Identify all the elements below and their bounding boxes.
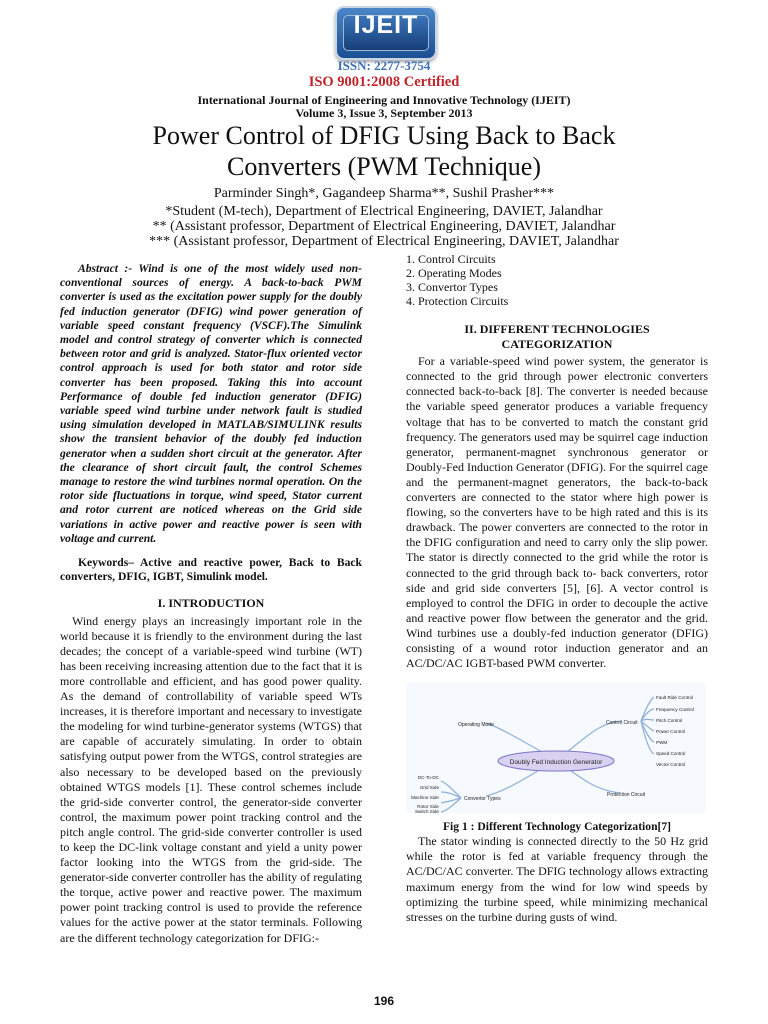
mindmap-convertor-item: Rotor Side — [417, 804, 439, 810]
affiliation-3: *** (Assistant professor, Department of Electrical Engineering, DAVIET, Jalandhar — [149, 234, 619, 249]
mindmap-convertor-item: Grid Side — [419, 785, 439, 791]
list-item: 3. Convertor Types — [406, 280, 498, 294]
abstract: Abstract :- Wind is one of the most widely used non-conventional sources of energy. A back-to-back PWM converter is used as the excitation power supply for the doubly fed induction generator (DFIG) wind power generation of variable speed constant frequency (VSCF).The Simulink model and control strategy of converter which is connected between rotor and grid is analyzed. Stator-flux oriented vector control approach is used for both stator and rotor side converter has been proposed. Taking this into account Performance of double fed induction generator (DFIG) variable speed wind turbine under network fault is studied using simulation developed in MATLAB/SIMULINK results show the transient behavior of the doubly fed induction generator when a sudden short circuit at the generator. After the clearance of short circuit fault, the control Schemes manage to restore the wind turbines normal operation. On the rotor side fluctuations in torque, wind speed, Stator current and rotor current are noticed whereas on the Grid side variations in active power and reactive power is seen with voltage and current. — [60, 262, 362, 545]
volume-info: Volume 3, Issue 3, September 2013 — [295, 106, 473, 120]
keywords: Keywords– Active and reactive power, Back to Back converters, DFIG, IGBT, Simulink model. — [60, 556, 362, 584]
mindmap-control-item: Frequency Control — [656, 707, 694, 713]
authors: Parminder Singh*, Gagandeep Sharma**, Sushil Prasher*** — [213, 186, 555, 201]
affiliation-2: ** (Assistant professor, Department of Electrical Engineering, DAVIET, Jalandhar — [152, 219, 616, 234]
mindmap-convertor-item: Machine Side — [411, 795, 439, 801]
figure-technology-mindmap — [406, 683, 706, 813]
journal-name: International Journal of Engineering and Innovative Technology (IJEIT) — [197, 93, 571, 107]
paper-title-line2: Converters (PWM Technique) — [227, 152, 541, 181]
journal-logo — [335, 6, 437, 60]
mindmap-protection-circuit: Protection Circuit — [607, 792, 646, 799]
mindmap-control-circuit: Control Circuit — [606, 720, 638, 727]
right-column — [406, 252, 708, 925]
iso-certification: ISO 9001:2008 Certified — [308, 74, 460, 90]
mindmap-operating-mode: Operating Mode — [458, 722, 494, 729]
mindmap-control-item: Speed Control — [656, 751, 686, 757]
mindmap-convertor-item: DC-To-DC — [417, 775, 439, 781]
list-item: 1. Control Circuits — [406, 252, 496, 266]
mindmap-control-item: Vector Control — [656, 762, 686, 768]
affiliation-1: *Student (M-tech), Department of Electrical Engineering, DAVIET, Jalandhar — [165, 204, 603, 219]
mindmap-center: Doubly Fed Induction Generator — [509, 759, 603, 767]
introduction-text: Wind energy plays an increasingly important role in the world because it is friendly to the environment during the last decades; the concept of a variable-speed wind turbine (WT) has been receiving increasing attention due to the fact that it is more controllable and efficient, and has good power quality. As the demand of controllability of variable speed WTs increases, it is therefore important and necessary to investigate the modeling for wind turbine-generator systems (WTGS) that are capable of accurately simulating. In order to obtain satisfying output power from the WTGS, control strategies are also necessary to be developed based on the previously obtained WTGS models [1]. These control schemes include the grid-side converter control, the generator-side converter control, the maximum power point tracking control and the pitch angle control. The grid-side converter controller is used to keep the DC-link voltage constant and yield a unity power factor looking into the WTGS from the grid-side. The generator-side converter controller has the ability of regulating the torque, active power and reactive power. The maximum power point tracking control is used to provide the reference values for the active power at the stator terminals. Following are the different technology categorization for DFIG:- — [60, 613, 362, 945]
section-heading-introduction: I. INTRODUCTION — [157, 596, 265, 611]
paper-title-line1: Power Control of DFIG Using Back to Back — [152, 121, 616, 150]
mindmap-control-item: Power Control — [656, 729, 686, 735]
mindmap-convertor-types: Convertor Types — [464, 796, 501, 803]
page-number: 196 — [373, 994, 395, 1008]
mindmap-control-item: PWM — [656, 740, 668, 746]
mindmap-diagram — [406, 683, 706, 813]
section2-text: For a variable-speed wind power system, the generator is connected to the grid through power electronic converters connected back-to-back [8]. The converter is needed because the variable speed generator produces a variable frequency voltage that has to be converted to match the constant grid frequency. The generators used may be squirrel cage induction generator, permanent-magnet synchronous generator or Doubly-Fed Induction Generator (DFIG). For the squirrel cage and the permanent-magnet generators, the back-to-back converters are connected to the stator where high power is flowing, so the converters have to be high rated and this is its drawback. The power converters are connected to the rotor in the DFIG configuration and need to carry only the slip power. The stator is directly connected to the grid while the rotor is connected to the grid through back to- back converters, rotor side and grid side converters [5], [6]. A vector control is employed to control the DFIG in order to decouple the active and reactive power flow between the generator and the grid. Wind turbines use a doubly-fed induction generator (DFIG) consisting of a wound rotor induction generator and an AC/DC/AC IGBT-based PWM converter. — [406, 354, 708, 671]
mindmap-control-item: Pitch Control — [656, 718, 683, 724]
mindmap-control-item: Fault Ride Control — [656, 695, 694, 701]
list-item: 4. Protection Circuits — [406, 294, 509, 308]
categorization-list — [406, 252, 708, 308]
left-column — [60, 262, 362, 946]
after-figure-text: The stator winding is connected directly to the 50 Hz grid while the rotor is fed at variable frequency through the AC/DC/AC converter. The DFIG technology allows extracting maximum energy from the wind for low wind speeds by optimizing the turbine speed, while minimizing mechanical stresses on the turbine during gusts of wind. — [406, 834, 708, 924]
mindmap-convertor-item: Switch Side — [414, 809, 439, 814]
list-item: 2. Operating Modes — [406, 266, 502, 280]
issn: ISSN: 2277-3754 — [337, 58, 431, 73]
logo-text: IJEIT — [353, 11, 419, 39]
section-heading-technologies-line2: CATEGORIZATION — [501, 337, 613, 352]
section-heading-technologies: II. DIFFERENT TECHNOLOGIES — [464, 322, 650, 336]
figure-caption: Fig 1 : Different Technology Categorization[7] — [442, 820, 672, 834]
